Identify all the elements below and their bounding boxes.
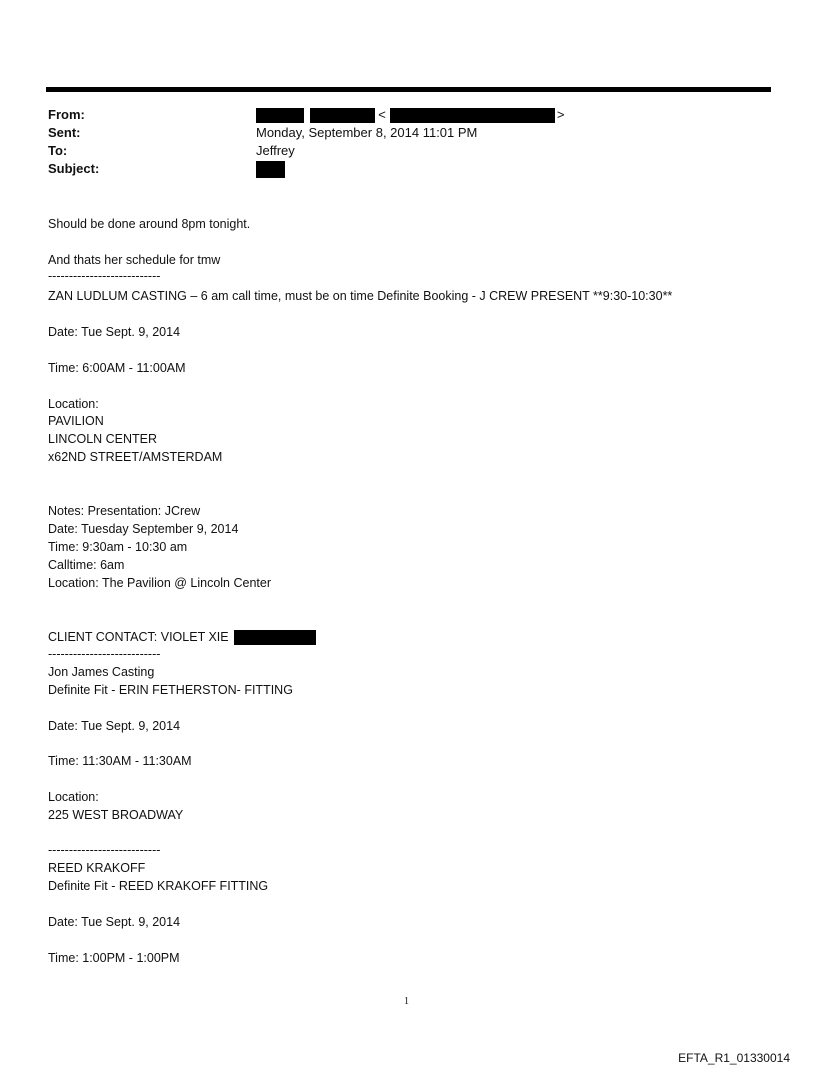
separator: ---------------------------	[48, 843, 161, 857]
subject-label: Subject:	[48, 161, 100, 176]
body-line: Time: 11:30AM - 11:30AM	[48, 754, 192, 768]
from-lt: <	[378, 107, 386, 122]
body-line: Location:	[48, 397, 99, 411]
from-label: From:	[48, 107, 85, 122]
body-line: Location:	[48, 790, 99, 804]
separator: ---------------------------	[48, 647, 161, 661]
body-line: REED KRAKOFF	[48, 861, 146, 875]
body-line: Definite Fit - REED KRAKOFF FITTING	[48, 879, 269, 893]
redaction-block	[310, 108, 375, 123]
from-value	[256, 106, 564, 124]
body-line: x62ND STREET/AMSTERDAM	[48, 450, 223, 464]
body-line: Time: 6:00AM - 11:00AM	[48, 361, 186, 375]
body-line: 225 WEST BROADWAY	[48, 808, 184, 822]
body-line: PAVILION	[48, 414, 104, 428]
redaction-block	[256, 161, 285, 178]
body-line: Time: 1:00PM - 1:00PM	[48, 951, 180, 965]
body-line: Jon James Casting	[48, 665, 155, 679]
to-label: To:	[48, 143, 68, 158]
redaction-block	[256, 108, 304, 123]
body-line: Date: Tue Sept. 9, 2014	[48, 325, 181, 339]
redaction-block	[390, 108, 555, 123]
body-line: LINCOLN CENTER	[48, 432, 158, 446]
page-number: 1	[404, 996, 409, 1007]
sent-label: Sent:	[48, 125, 81, 140]
separator: ---------------------------	[48, 269, 161, 283]
subject-value	[256, 160, 285, 178]
client-contact-line	[48, 629, 316, 645]
sent-value: Monday, September 8, 2014 11:01 PM	[256, 125, 478, 140]
body-line: Date: Tue Sept. 9, 2014	[48, 719, 181, 733]
body-line: Date: Tuesday September 9, 2014	[48, 522, 239, 536]
redaction-block	[234, 630, 316, 645]
body-line: ZAN LUDLUM CASTING – 6 am call time, must be on time Definite Booking - J CREW PRESENT **9:30-10:30**	[48, 289, 673, 303]
body-line: Definite Fit - ERIN FETHERSTON- FITTING	[48, 683, 293, 697]
document-id: EFTA_R1_01330014	[678, 1051, 790, 1065]
body-line: Date: Tue Sept. 9, 2014	[48, 915, 181, 929]
to-value: Jeffrey	[256, 143, 295, 158]
client-contact-text: CLIENT CONTACT: VIOLET XIE	[48, 630, 229, 644]
body-line: Time: 9:30am - 10:30 am	[48, 540, 188, 554]
body-line: And thats her schedule for tmw	[48, 253, 221, 267]
body-line: Should be done around 8pm tonight.	[48, 217, 251, 231]
body-line: Calltime: 6am	[48, 558, 125, 572]
body-line: Notes: Presentation: JCrew	[48, 504, 201, 518]
header-rule	[46, 87, 771, 92]
body-line: Location: The Pavilion @ Lincoln Center	[48, 576, 272, 590]
from-gt: >	[556, 107, 565, 122]
